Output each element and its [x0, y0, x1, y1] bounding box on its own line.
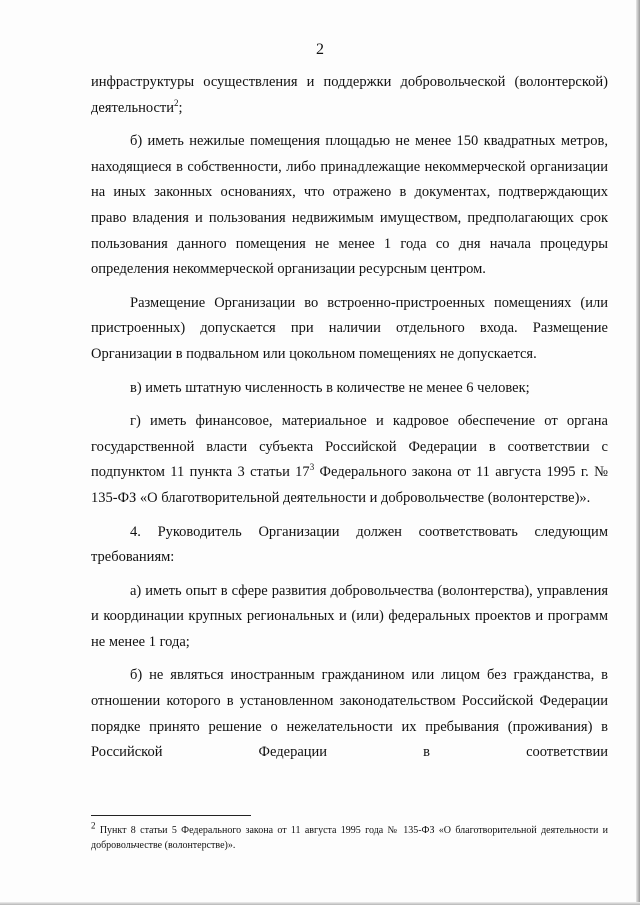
document-body — [91, 70, 608, 766]
paragraph-continuation — [91, 70, 608, 121]
paragraph-punctuation: ; — [178, 99, 183, 116]
paragraph-item-a: а) иметь опыт в сфере развития добровольчества (волонтерства), управления и координации крупных региональных и (или) федеральных проектов и программ не менее 1 года; — [91, 582, 608, 650]
paragraph-text: Федерального закона от 11 августа 1995 г. № 135-ФЗ «О благотворительной деятельности и добровольчестве (волонтерстве)». — [91, 464, 608, 506]
paragraph-text: г) иметь финансовое, материальное и кадровое обеспечение от органа государственной власти субъекта Российской Федерации в соответствии с подпунктом 11 пункта 3 статьи 17 — [91, 413, 608, 481]
footnote-text: Пункт 8 статьи 5 Федерального закона от 11 августа 1995 года № 135-ФЗ «О благотворительной деятельности и добровольчестве (волонтерстве)». — [91, 825, 608, 851]
footnote-reference: 2 — [174, 97, 179, 108]
page-edge-shadow-right — [636, 0, 640, 905]
paragraph-placement: Размещение Организации во встроенно-пристроенных помещениях (или пристроенных) допускается при наличии отдельного входа. Размещение Организации в подвальном или цокольном помещениях не допускается. — [91, 294, 608, 362]
page-number: 2 — [316, 41, 324, 58]
footnote-separator — [91, 815, 251, 816]
paragraph-section-4: 4. Руководитель Организации должен соответствовать следующим требованиям: — [91, 523, 608, 566]
paragraph-item-b-requirements: б) не являться иностранным гражданином или лицом без гражданства, в отношении которого в установленном законодательством Российской Федерации порядке принято решение о нежелательности их пребывания (проживания) в Российской Федерации в соответствии — [91, 667, 608, 761]
paragraph-item-g — [91, 409, 608, 511]
paragraph-item-b: б) иметь нежилые помещения площадью не менее 150 квадратных метров, находящиеся в собственности, либо принадлежащие некоммерческой организации на иных законных основаниях, что отражено в документах, подтверждающих право владения и пользования недвижимым имуществом, предполагающих срок пользования данного помещения не менее 1 года со дня начала процедуры определения некоммерческой организации ресурсным центром. — [91, 133, 608, 278]
superscript-marker: 3 — [309, 462, 315, 473]
paragraph-item-v: в) иметь штатную численность в количестве не менее 6 человек; — [130, 379, 530, 396]
footnote — [91, 820, 608, 853]
paragraph-text: инфраструктуры осуществления и поддержки добровольческой (волонтерской) деятельности — [91, 74, 608, 116]
footnote-marker: 2 — [91, 820, 96, 831]
